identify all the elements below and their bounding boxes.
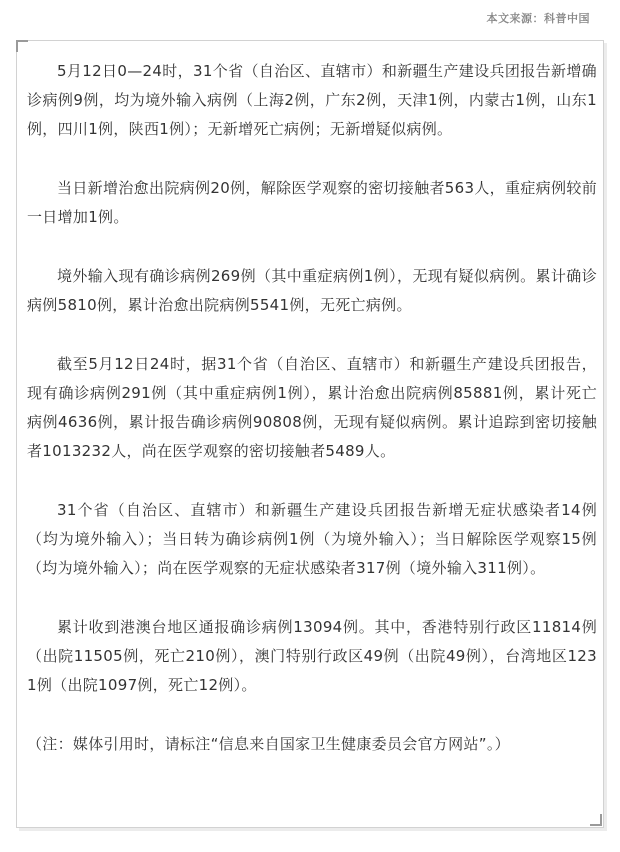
paragraph-new-cases: 5月12日0—24时，31个省（自治区、直辖市）和新疆生产建设兵团报告新增确诊病例9例，均为境外输入病例（上海2例，广东2例，天津1例，内蒙古1例，山东1例，四川1例，陕西1例）；无新增死亡病例；无新增疑似病例。 bbox=[27, 62, 597, 138]
paragraph-asymptomatic: 31个省（自治区、直辖市）和新疆生产建设兵团报告新增无症状感染者14例（均为境外输入）；当日转为确诊病例1例（为境外输入）；当日解除医学观察15例（均为境外输入）；尚在医学观察的无症状感染者317例（境外输入311例）。 bbox=[27, 501, 597, 577]
paragraph-cumulative-totals: 截至5月12日24时，据31个省（自治区、直辖市）和新疆生产建设兵团报告，现有确诊病例291例（其中重症病例1例），累计治愈出院病例85881例，累计死亡病例4636例，累计报告确诊病例90808例，无现有疑似病例。累计追踪到密切接触者1013232人，尚在医学观察的密切接触者5489人。 bbox=[27, 355, 597, 460]
citation-note: （注：媒体引用时，请标注“信息来自国家卫生健康委员会官方网站”。） bbox=[27, 735, 510, 753]
paragraph-recoveries: 当日新增治愈出院病例20例，解除医学观察的密切接触者563人，重症病例较前一日增加1例。 bbox=[27, 179, 597, 226]
corner-decoration-top-left bbox=[16, 40, 28, 52]
article-body bbox=[27, 57, 597, 759]
paragraph-imported-cases: 境外输入现有确诊病例269例（其中重症病例1例），无现有疑似病例。累计确诊病例5810例，累计治愈出院病例5541例，无死亡病例。 bbox=[27, 267, 597, 314]
paragraph-hk-macao-taiwan: 累计收到港澳台地区通报确诊病例13094例。其中，香港特别行政区11814例（出院11505例，死亡210例），澳门特别行政区49例（出院49例），台湾地区1231例（出院1097例，死亡12例）。 bbox=[27, 618, 597, 694]
source-attribution: 本文来源：科普中国 bbox=[486, 12, 590, 25]
corner-decoration-bottom-right bbox=[590, 814, 602, 826]
